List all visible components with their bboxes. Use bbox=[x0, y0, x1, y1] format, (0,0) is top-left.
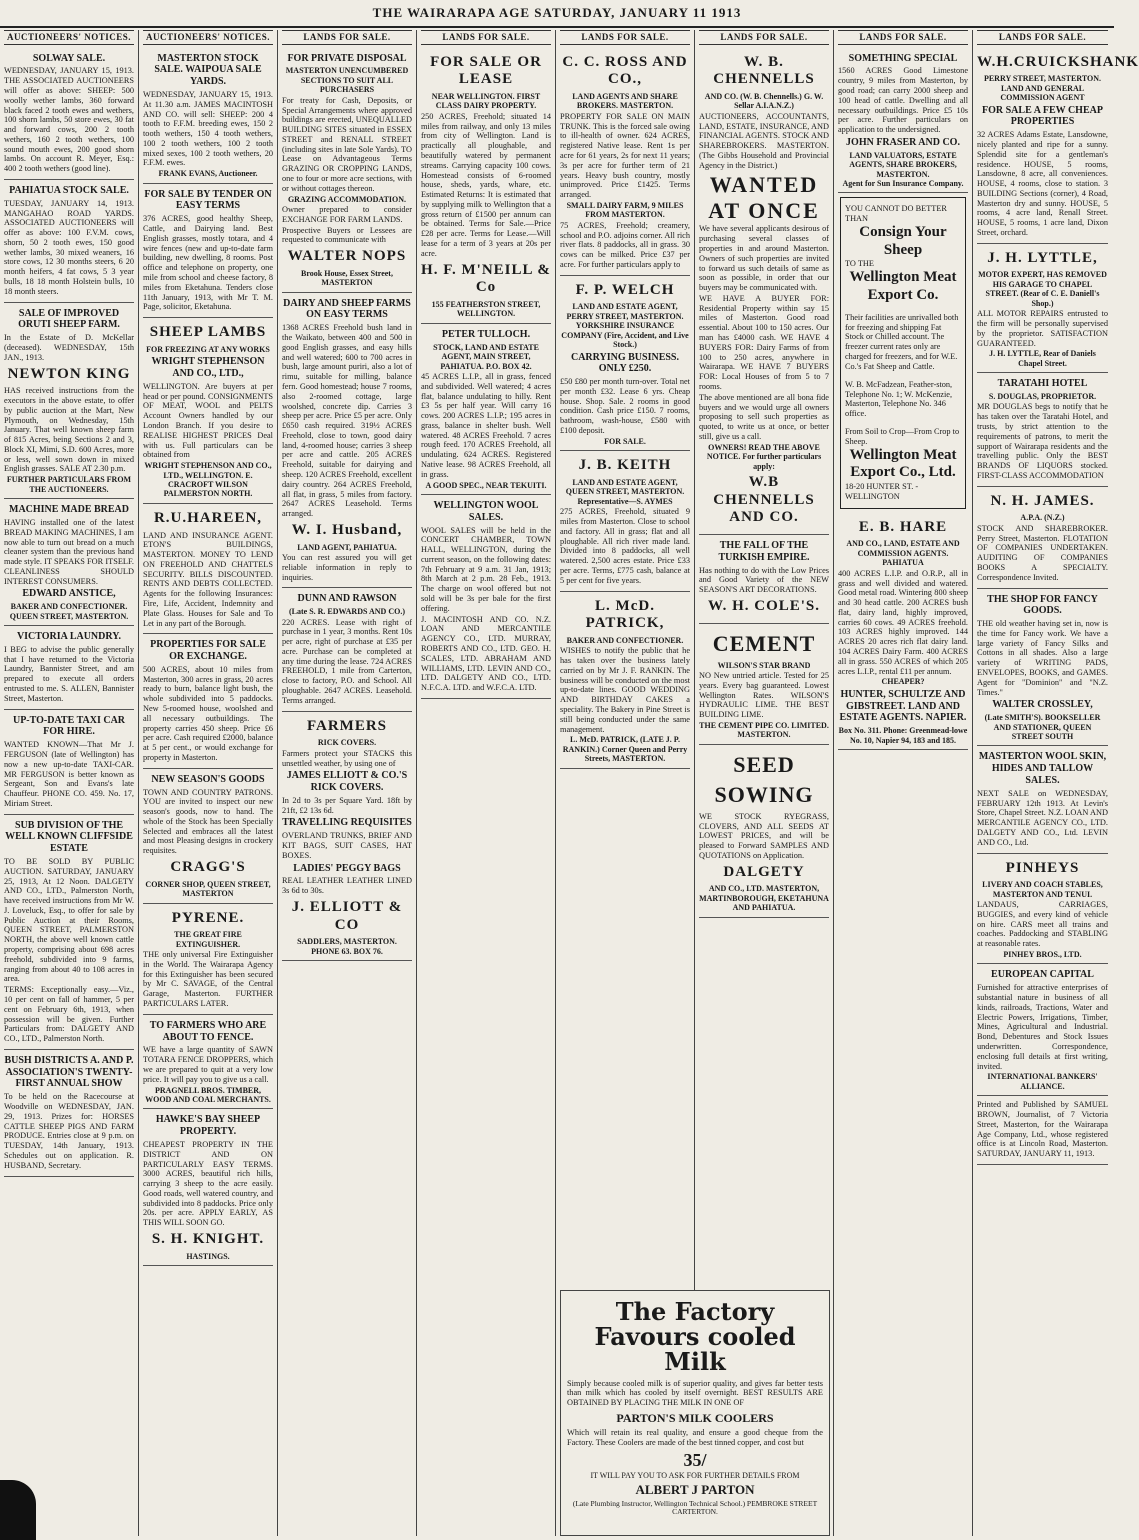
ad-sub: FOR SALE. bbox=[604, 436, 646, 446]
ad-special bbox=[838, 48, 968, 194]
ad-body: The above mentioned are all bona fide buyers and we would urge all owners proposing to sell such properties as quoted, to write us at once, or better still, give us a call. bbox=[699, 392, 829, 441]
ad-sub: LIVERY AND COACH STABLES, MASTERTON AND TENUI. bbox=[982, 880, 1103, 899]
ad-name: F. P. WELCH bbox=[575, 281, 675, 298]
ad-title: DAIRY AND SHEEP FARMS ON EASY TERMS bbox=[283, 297, 411, 321]
ad-tender bbox=[143, 184, 273, 318]
ad-body: You can rest assured you will get reliable information in reply to inquiries. bbox=[282, 553, 412, 582]
ad-sub: NEAR WELLINGTON. FIRST CLASS DAIRY PROPERTY. bbox=[431, 91, 541, 111]
ad-milk-coolers bbox=[560, 1290, 830, 1536]
ad-fancy bbox=[977, 589, 1108, 747]
ad-body: Furnished for attractive enterprises of substantial nature in business of all kinds, railroads, Tractions, Water and Electric Powers, Irrigations, Timber, Mines, Agricultural and Industrial. Bond, Debentures and Stock Issues underwritten. Correspondence, enclosing full details at first writing, invited. bbox=[977, 983, 1108, 1071]
ad-title: VICTORIA LAUNDRY. bbox=[16, 631, 122, 643]
ad-title: PAHIATUA STOCK SALE. bbox=[9, 185, 129, 196]
ad-sub: CORNER SHOP, QUEEN STREET, MASTERTON bbox=[145, 879, 271, 899]
ad-body: Which will retain its real quality, and ensure a good cheque from the Factory. These Coolers are made of the best tinned copper, and cost but bbox=[567, 1428, 823, 1447]
ad-body: 32 ACRES Adams Estate, Lansdowne, nicely planted and ripe for a sunny. Splendid site for a gentleman's residence. HOUSE, 5 rooms, Lansdowne, 8 acre, all conveniences. HOUSE, 4 rooms, close to station. 3 BUILDING Sections (corner), 4 Road, Masterton dry and sunny. HOUSE, 5 rooms, 4 acre land, Renall Street. HOUSE, 5 rooms, 1 acre land, Dixon Street, orchard. bbox=[977, 130, 1108, 238]
ad-lease bbox=[421, 48, 551, 324]
ad-title: FOR SALE BY TENDER ON EASY TERMS bbox=[144, 188, 272, 212]
ad-body: NO New untried article. Tested for 25 years. Every bag guaranteed. Lowest Wellington Rates. WILSON'S HYDRAULIC LIME. THE BEST BUILDING LIME. bbox=[699, 671, 829, 720]
ad-sub: OWNERS! READ THE ABOVE NOTICE. For further particulars apply: bbox=[706, 442, 822, 471]
ad-name: J. ELLIOTT & CO bbox=[291, 898, 403, 933]
ad-body: TO BE SOLD BY PUBLIC AUCTION. SATURDAY, JANUARY 25, 1913, At 12 Noon. DALGETY AND CO., LTD., Palmerston North, have received instructions from Mr W. J. Loveluck, Esq., to offer for sale by Public Auction at their Rooms, QUEEN STREET, PALMERSTON NORTH, the above well known cattle property, comprising about 698 acres freehold, subdivided into 9 farms, ranging from about 40 to 108 acres in area. bbox=[4, 857, 134, 984]
ad-title: FOR PRIVATE DISPOSAL bbox=[287, 52, 407, 64]
ad-name: CRAGG'S bbox=[170, 858, 246, 875]
ad-body: 376 ACRES, good healthy Sheep, Cattle, and Dairying land. Best English grasses, mostly totara, and 4 wire fences (new and up-to-date farm building, new dwelling, 8 rooms. Post office and telephone on property, one mile from school and cheese factory, 8 miles from Eketahuna. Tenders close 11th January, 1913, with Mr T. M. Page, solicitor, Eketahuna. bbox=[143, 214, 273, 312]
ad-exchange bbox=[143, 634, 273, 768]
ad-sub: AND CO. (W. B. Chennells.) G. W. Sellar A.I.A.N.Z.) bbox=[704, 91, 824, 111]
ad-name: C. C. ROSS AND CO., bbox=[562, 53, 688, 88]
at-once-heading: AT ONCE bbox=[708, 197, 820, 223]
ad-show bbox=[4, 1050, 134, 1177]
ad-disposal bbox=[282, 48, 412, 293]
ad-body: 250 ACRES, Freehold; situated 14 miles from railway, and only 13 miles from city of Wellington. Land is practically all ploughable, and beautifully watered by permanent streams. Carrying capacity 100 cows. Homestead consists of 6-roomed house, sheds, yards, whare, etc. Estimated Returns: It is estimated that by supplying milk to Wellington that a gross return of £1500 per annum can be obtained. Terms for Sale.—Price £28 per acre. Terms for Lease.—Will lease for a term of 3 years at 20s per acre. bbox=[421, 111, 551, 258]
ad-title: NEW SEASON'S GOODS bbox=[151, 773, 265, 785]
column-4 bbox=[417, 30, 556, 1536]
ad-patrick bbox=[560, 592, 690, 769]
ad-sub: SADDLERS, MASTERTON. PHONE 63. BOX 76. bbox=[297, 937, 397, 956]
ad-body: WE HAVE A BUYER FOR: Residential Property within say 15 miles of Masterton. Good road essential. About 100 to 150 acres. Our man has £4000 cash. WE HAVE 4 BUYERS FOR: Dairy Farms of from 100 to 250 acres, anywhere in Wairarapa. WE HAVE 7 BUYERS FOR: Local Houses of from 5 to 7 rooms. bbox=[699, 293, 829, 391]
ad-sub: AND CO., LTD. MASTERTON, MARTINBOROUGH, EKETAHUNA AND PAHIATUA. bbox=[699, 884, 829, 913]
ad-name: PINHEYS bbox=[1005, 859, 1080, 876]
ad-sub: AND CO., LAND, ESTATE AND COMMISSION AGENTS. PAHIATUA bbox=[846, 539, 960, 568]
ad-body: In 2d to 3s per Square Yard. 18ft by 21ft, £2 13s 6d. bbox=[282, 795, 412, 815]
ad-sub: MOTOR EXPERT, HAS REMOVED HIS GARAGE TO CHAPEL STREET. (Rear of C. E. Daniell's Shop.) bbox=[978, 270, 1107, 308]
ad-body: For treaty for Cash, Deposits, or Special Arrangements where approved buildings are erected, UNEQUALLED BUILDING SITES situated in ESSEX STREET and RENALL STREET (including sites in late Sole Yards). TO Lease on Advantageous Terms GRAZING OR CROPPING LANDS, one to four or more acre sections, with or without cottages thereon. bbox=[282, 95, 412, 193]
ad-sub: THE CEMENT PIPE CO. LIMITED. MASTERTON. bbox=[699, 720, 829, 740]
ad-name: W.B CHENNELLS AND CO. bbox=[713, 473, 815, 526]
ad-title: THE SHOP FOR FANCY GOODS. bbox=[987, 593, 1098, 617]
ad-sub: A.P.A. (N.Z.) bbox=[1020, 513, 1065, 523]
ad-body: THE old weather having set in, now is the time for Fancy work. We have a large variety of Fancy Silks and Cottons in all shades. Also a large variety of WRITING PADS, ENVELOPES, BOOKS, and GAMES. Agent for "Dominion" and "N.Z. Times." bbox=[977, 619, 1108, 697]
ad-body: W. B. McFadzean, Feather-ston, Telephone No. 1; W. McKenzie, Masterton, Telephone No. 346 office. bbox=[845, 379, 953, 419]
ad-footer: PRAGNELL BROS. TIMBER, WOOD AND COAL MERCHANTS. bbox=[145, 1085, 271, 1104]
ad-ross bbox=[560, 48, 690, 276]
ad-wool bbox=[421, 495, 551, 699]
ad-sub: BAKER AND CONFECTIONER. bbox=[566, 635, 684, 645]
ad-sub: A GOOD SPEC., NEAR TEKUITI. bbox=[425, 480, 547, 490]
ad-body: HAS received instructions from the executors in the above estate, to offer by public auction at the Mart, New Plymouth, on Wednesday, 15th January. That well known sheep farm of 815 Acres, being Sections 2 and 3, Block XI, Mimi, S.D. 600 Acres, more or less, well sown down in mixed English grasses. SALE AT 2.30 p.m. bbox=[4, 386, 134, 474]
ad-name: CEMENT bbox=[712, 630, 816, 656]
ad-name: FARMERS bbox=[306, 717, 388, 734]
ad-sub: STOCK, LAND AND ESTATE AGENT, MAIN STREET, PAHIATUA. P.O. BOX 42. bbox=[433, 342, 539, 371]
wanted-heading: WANTED bbox=[709, 171, 819, 197]
ad-title: JAMES ELLIOTT & CO.'S RICK COVERS. bbox=[286, 770, 408, 794]
ad-body: In the Estate of D. McKellar (deceased). WEDNESDAY, 15th JAN., 1913. bbox=[4, 333, 134, 362]
ad-meat-export bbox=[840, 197, 966, 508]
ad-sub: QUEEN STREET, MASTERTON. bbox=[9, 611, 129, 621]
ad-name: SHEEP LAMBS bbox=[149, 324, 267, 341]
ad-body: 220 ACRES. Lease with right of purchase in 1 year, 3 months. Rent 10s per acre, right of purchase at £35 per acre. Purchase can be completed at any time during the lease. 724 ACRES FREEHOLD, 1 mile from Carterton, close to factory, P.O. and School. All ploughable. 2647 ACRES. Leasehold. Terms arranged. bbox=[282, 617, 412, 705]
ad-tulloch bbox=[421, 324, 551, 495]
ad-title: BUSH DISTRICTS A. AND P. ASSOCIATION'S TWENTY-FIRST ANNUAL SHOW bbox=[4, 1054, 134, 1090]
ad-name: NEWTON KING bbox=[7, 365, 131, 382]
ad-name: SEED bbox=[733, 751, 795, 777]
ad-title: UP-TO-DATE TAXI CAR FOR HIRE. bbox=[12, 714, 126, 738]
ad-body: 1368 ACRES Freehold bush land in the Waikato, between 400 and 500 in good English grasses, and easy hills and well watered; 600 to 700 acres in bush, large amount puriri, also a lot of rimu, suitable for milling, balance fern. Good homestead; house 7 rooms, also 2-roomed cottage, large woolshed, concrete dip. Carries 3 sheep per acre. Price £5 per acre. Only £650 cash required. 319½ ACRES Freehold, close to town, good dairy land, 4-roomed house; carries 3 sheep per acre and cattle. 205 ACRES Freehold, suitable for dairying and sheep. 120 ACRES Freehold, excellent dairy country. 264 ACRES Freehold, all flat, in grass, 5 miles from factory. 2647 ACRES Leasehold. Terms arranged. bbox=[282, 323, 412, 519]
ad-body: £50 £80 per month turn-over. Total net per month £32. Lease 6 yrs. Cheap house. Shop. Sale. 2 rooms in good condition. Cash price £150. 7 rooms, bathroom, wash-house, £580 with £100 deposit. bbox=[560, 377, 690, 436]
ad-sub: MASTERTON UNENCUMBERED SECTIONS TO SUIT ALL PURCHASERS bbox=[285, 66, 409, 95]
ad-name: J. H. LYTTLE, bbox=[987, 249, 1098, 266]
ad-sub: 18-20 HUNTER ST. - WELLINGTON bbox=[845, 482, 919, 501]
ad-sub: LAND VALUATORS, ESTATE AGENTS, SHARE BROKERS, MASTERTON. bbox=[849, 150, 957, 179]
ad-title: HAWKE'S BAY SHEEP PROPERTY. bbox=[155, 1114, 261, 1138]
column-8 bbox=[973, 30, 1139, 1536]
ad-lambs bbox=[143, 318, 273, 504]
ad-body: PROPERTY FOR SALE ON MAIN TRUNK. This is the forced sale owing to ill-health of owner. 624 ACRES, registered Native lease. Rent 1s per acre for 61 years, 2s for next 11 years; 3s per acre for further term of 21 years. Heavy bush country, mostly unimproved. Price £1425. Terms arranged. bbox=[560, 111, 690, 200]
ad-title: LADIES' PEGGY BAGS bbox=[293, 862, 401, 874]
ad-hotel bbox=[977, 373, 1108, 486]
columns bbox=[0, 30, 1139, 1536]
ad-body: Farmers protect your STACKS this unsettled weather, by using one of bbox=[282, 748, 412, 768]
ad-welch bbox=[560, 276, 690, 452]
ad-name: N. H. JAMES. bbox=[990, 492, 1095, 509]
ad-body: Owner prepared to consider EXCHANGE FOR FARM LANDS. bbox=[282, 204, 412, 224]
ad-title: MACHINE MADE BREAD bbox=[9, 504, 129, 516]
ad-seed bbox=[699, 745, 829, 918]
ad-body: TUESDAY, JANUARY 14, 1913. MANGAHAO ROAD YARDS. ASSOCIATED AUCTIONEERS will offer as above: 100 F.V.M. cows, shorn, 50 2 tooth ewes, 150 good wether lambs, 30 mixed weaners, 16 store cows, 12 30 months steers, 6 20 month heifers, 4 fat cows, 5 3 year bulls, 18 18 month Holstein bulls, 10 18 month steers. bbox=[4, 198, 134, 296]
ad-sub: TO THE bbox=[845, 259, 874, 269]
torn-corner bbox=[0, 1480, 36, 1540]
ad-body: MR DOUGLAS begs to notify that he has taken over the Taratahi Hotel, and trusts, by strict attention to the requirements of patrons, to merit the support of Wairarapa residents and the travelling public. Only the BEST BRANDS OF LIQUORS stocked. FIRST-CLASS ACCOMMODATION bbox=[977, 402, 1108, 480]
ad-sub: S. DOUGLAS, PROPRIETOR. bbox=[988, 392, 1097, 402]
ad-body: 500 ACRES, about 10 miles from Masterton, 300 acres in grass, 20 acres ready to burn, balance light bush, the whole subdivided into 5 paddocks. New 5-roomed house, woolshed and all necessary outbuildings. The property carries 450 sheep. Price £6 per acre. Cash required £2000, balance at 5 per cent., or would exchange for property in Masterton. bbox=[143, 664, 273, 762]
ad-name: L. McD. PATRICK, bbox=[585, 597, 665, 632]
ad-sub: LAND AND ESTATE AGENT, QUEEN STREET, MASTERTON. Representative—S. AYMES bbox=[565, 477, 685, 506]
column-3 bbox=[278, 30, 417, 1536]
ad-goods bbox=[143, 769, 273, 904]
ad-name: Wellington Meat Export Co. bbox=[849, 269, 957, 303]
ad-name: PYRENE. bbox=[171, 909, 245, 926]
ad-footer: L. McD. PATRICK, (LATE J. P. RANKIN.) Corner Queen and Perry Streets, MASTERTON. bbox=[562, 735, 688, 764]
ad-sub: CHEAPER? bbox=[881, 677, 925, 687]
ad-body: WEDNESDAY, JANUARY 15, 1913. THE ASSOCIATED AUCTIONEERS will offer as above: SHEEP: 500 woolly wether lambs, 360 forward black faced 2 tooth ewes and wethers, 100 shorn lambs, 50 store ewes, 30 fat and forward cows, 200 2 tooth wethers, 160 2 tooth wethers, 100 sound mouth ewes, 200 good shorn lambs. On account R. Meyer, Esq.: 400 2 tooth wethers (good line). bbox=[4, 66, 134, 174]
ad-body: WE have a large quantity of SAWN TOTARA FENCE DROPPERS, which we are prepared to quit at a very low price. It will pay you to give us a call. bbox=[143, 1045, 273, 1084]
ad-dunn bbox=[282, 588, 412, 711]
ad-laundry bbox=[4, 626, 134, 709]
ad-body: TOWN AND COUNTRY PATRONS. YOU are invited to inspect our new season's goods, now to hand. The whole of the Stock has been Specially Selected and embraces all the latest and most Pleasing designs in crockery requisites. bbox=[143, 787, 273, 856]
ad-sub: HASTINGS. bbox=[186, 1251, 230, 1261]
ad-sub: YOU CANNOT DO BETTER THAN bbox=[845, 204, 947, 224]
ad-sub: INTERNATIONAL BANKERS' ALLIANCE. bbox=[987, 1072, 1098, 1091]
ad-farmers bbox=[282, 712, 412, 962]
ad-body: CHEAPEST PROPERTY IN THE DISTRICT AND ON PARTICULARLY EASY TERMS. 3000 ACRES, beautiful rich hills, carrying 3 sheep to the acre easily. Good roads, well watered country, and subdivided into 8 paddocks. Price only 20s. per acre. APPLY EARLY, AS THIS WILL SOON GO. bbox=[143, 1139, 273, 1228]
ad-body: STOCK AND SHAREBROKER. Perry Street, Masterton. FLOTATION OF COMPANIES UNDERTAKEN. AUDITING OF COMPANIES BOOKS A SPECIALTY. Correspondence Invited. bbox=[977, 523, 1108, 582]
ad-body: THE only universal Fire Extinguisher in the World. The Wairarapa Agency for this Extinguisher has been secured by Mr C. SAVAGE, of the Central Garage, Masterton. FURTHER PARTICULARS LATER. bbox=[143, 950, 273, 1009]
ad-name: W. I. Husband, bbox=[291, 521, 403, 538]
ad-sub: PERRY STREET, MASTERTON. LAND AND GENERAL COMMISSION AGENT bbox=[983, 74, 1102, 103]
ad-oruti bbox=[4, 303, 134, 500]
ad-body: To be held on the Racecourse at Woodville on WEDNESDAY, JAN. 29, 1913. Prizes for: HORSES CATTLE SHEEP PIGS AND FARM PRODUCE. Entries close at 9 p.m. on TUESDAY, 14th January, 1913. Schedules out on application. R. HUSBAND, Secretary. bbox=[4, 1092, 134, 1170]
ad-name: FOR SALE OR LEASE bbox=[430, 53, 542, 88]
ad-title: CARRYING BUSINESS. ONLY £250. bbox=[570, 351, 679, 375]
ad-sub: (Late SMITH'S). BOOKSELLER AND STATIONER, QUEEN STREET SOUTH bbox=[984, 713, 1101, 742]
ad-sub: LAND AND ESTATE AGENT, PERRY STREET, MASTERTON. YORKSHIRE INSURANCE COMPANY (Fire, Accident, and Live Stock.) bbox=[561, 302, 689, 350]
ad-body: ALL MOTOR REPAIRS entrusted to the firm will be personally supervised by the proprietor. SATISFACTION GUARANTEED. bbox=[977, 309, 1108, 348]
ad-title: EUROPEAN CAPITAL bbox=[991, 969, 1094, 981]
ad-title: PROPERTIES FOR SALE OR EXCHANGE. bbox=[150, 639, 266, 663]
ad-bread bbox=[4, 499, 134, 626]
ad-name: DALGETY bbox=[723, 863, 805, 880]
ad-name: WALTER NOPS bbox=[287, 248, 407, 265]
ad-sub: 155 FEATHERSTON STREET, WELLINGTON. bbox=[431, 299, 541, 319]
ad-name: R.U.HAREEN, bbox=[153, 509, 263, 526]
ad-name: S. H. KNIGHT. bbox=[151, 1231, 265, 1248]
ad-body: 275 ACRES, Freehold, situated 9 miles from Masterton. Close to school and factory. All in grass; flat and all ploughable. All rich river made land. Divided into 8 paddocks, all well watered. 2,500 acres estate. Price £33 per acre. Terms, £775 cash, balance at 5 per cent for five years. bbox=[560, 507, 690, 585]
ad-body: 45 ACRES L.I.P., all in grass, fenced and subdivided. Well watered; 4 acres flat, balance undulating to hilly. Rent £3 5s per half year. Will carry 16 cows. 200 ACRES L.I.P.; 195 acres in grass, balance in shelter bush. Well watered. 48 ACRES Freehold. 7 acres rough feed. 170 ACRES Freehold, all undulating. 624 ACRES. Registered Native lease. 98 ACRES Freehold, all in grass. bbox=[421, 371, 551, 479]
ad-body: TERMS: Exceptionally easy.—Viz., 10 per cent on fall of hammer, 5 per cent on February 6th, 1913, when possession will be given. Further Particulars from: DALGETY AND CO., LTD., Palmerston North. bbox=[4, 985, 134, 1044]
ad-sub: FRANK EVANS, Auctioneer. bbox=[158, 169, 258, 179]
ad-title: TRAVELLING REQUISITES bbox=[282, 817, 412, 829]
ad-body: HAVING installed one of the latest BREAD MAKING MACHINES, I am now able to turn out bread on a much cleaner system than the previous hand made style. IT SPEAKS FOR ITSELF. CLEANLINESS SHOULD INTEREST CONSUMERS. bbox=[4, 517, 134, 586]
ad-footer: FURTHER PARTICULARS FROM THE AUCTIONEERS. bbox=[6, 475, 132, 494]
ad-name: W. B. CHENNELLS bbox=[713, 53, 815, 88]
ad-title: WRIGHT STEPHENSON AND CO., LTD., bbox=[151, 356, 265, 380]
ad-title: MASTERTON STOCK SALE. WAIPOUA SALE YARDS. bbox=[154, 52, 262, 88]
ad-body: LAND AND INSURANCE AGENT. ETON'S BUILDINGS, MASTERTON. MONEY TO LEND ON FREEHOLD AND CHATTELS SECURITY. BILLS DISCOUNTED. RENTS AND DEBTS COLLECTED. Agents for the following Insurances: Fire, Life, Accident, Indemnity and Plate Glass. Houses for Sale and To Let in any part of the Borough. bbox=[143, 530, 273, 628]
ad-title: TO FARMERS WHO ARE ABOUT TO FENCE. bbox=[149, 1019, 267, 1043]
ad-taxi bbox=[4, 710, 134, 815]
ad-pinheys bbox=[977, 854, 1108, 965]
ad-name: The Factory Favours cooled Milk bbox=[594, 1297, 796, 1377]
ad-name: H. F. M'NEILL & Co bbox=[421, 261, 551, 296]
ad-body: 1560 ACRES Good Limestone country, 9 miles from Masterton, by good road; can carry 2000 sheep and 100 head of cattle. Dwelling and all necessary outbuildings. Price £5 10s per acre. Further particulars on application to the undersigned. bbox=[838, 66, 968, 135]
ad-body: WE STOCK RYEGRASS, CLOVERS, AND ALL SEEDS AT LOWEST PRICES, and will be pleased to Forward SAMPLES AND QUOTATIONS on Application. bbox=[699, 811, 829, 860]
ad-sub: RICK COVERS. bbox=[317, 738, 377, 748]
ad-body: WISHES to notify the public that he has taken over the business lately carried on by Mr J. F. RANKIN. The business will be conducted on the most up-to-date lines. GOOD WEDDING AND BIRTHDAY CAKES a speciality. The Bakery in Pine Street is still being conducted under the same management. bbox=[560, 646, 690, 734]
ad-title: WELLINGTON WOOL SALES. bbox=[433, 499, 539, 523]
ad-body: REAL LEATHER LEATHER LINED 3s 6d to 30s. bbox=[282, 876, 412, 896]
ad-sub: BAKER AND CONFECTIONER. bbox=[10, 602, 128, 612]
ad-sub: SMALL DAIRY FARM, 9 MILES FROM MASTERTON. bbox=[566, 200, 684, 220]
ad-sub: GRAZING ACCOMMODATION. bbox=[287, 194, 407, 204]
ad-title: SUB DIVISION OF THE WELL KNOWN CLIFFSIDE ESTATE bbox=[5, 819, 133, 855]
ad-sub: IT WILL PAY YOU TO ASK FOR FURTHER DETAILS FROM bbox=[590, 1470, 800, 1480]
ad-james bbox=[977, 487, 1108, 589]
ad-sub: LAND AGENTS AND SHARE BROKERS. MASTERTON. bbox=[572, 91, 678, 111]
ad-turkish bbox=[699, 535, 829, 624]
ad-pahiatua bbox=[4, 180, 134, 303]
ad-body: WEDNESDAY, JANUARY 15, 1913. At 11.30 a.m. JAMES MACINTOSH AND CO. will sell: SHEEP: 200 4 tooth to F.F.M. breeding ewes, 150 2 tooth wethers, 150 4 tooth wethers, 100 2 tooth wethers, 100 2 tooth mixed sexes, 100 2 tooth wethers, 20 F.F.M. ewes. bbox=[143, 90, 273, 168]
ad-name: Wellington Meat Export Co., Ltd. bbox=[849, 446, 957, 481]
ad-title: SOLWAY SALE. bbox=[32, 52, 106, 64]
ad-skins bbox=[977, 746, 1108, 853]
ad-body: I BEG to advise the public generally that I have returned to the Victoria Laundry, Bannister Street, and am prepared to execute all orders entrusted to me. S. ALLEN, Bannister Street, Masterton. bbox=[4, 644, 134, 703]
ad-waipoua bbox=[143, 48, 273, 184]
ad-body: LANDAUS, CARRIAGES, BUGGIES, and every kind of vehicle on hire. CARS meet all trains and coaches. Paddocking and STABLING at reasonable rates. bbox=[977, 900, 1108, 949]
ad-body: J. MACINTOSH AND CO. N.Z. LOAN AND MERCANTILE AGENCY CO., LTD. MURRAY, ROBERTS AND CO., LTD. GEO. H. SCALES, LTD. ABRAHAM AND WILLIAMS, LTD. LEVIN AND CO., LTD. DALGETY AND CO., LTD. N.F.C.A. LTD. and W.F.C.A. LTD. bbox=[421, 614, 551, 693]
ad-body: AUCTIONEERS, ACCOUNTANTS, LAND, ESTATE, INSURANCE, AND FINANCIAL AGENTS. STOCK AND SHAREBROKERS. MASTERTON. (The Gibbs Household and Provincial Agency in the District.) bbox=[699, 111, 829, 170]
column-header: LANDS FOR SALE. bbox=[560, 30, 690, 45]
ad-body: WELLINGTON. Are buyers at per head or per pound. CONSIGNMENTS OF MEAT, WOOL and PELTS Account Owners handled by our London Branch. If you desire to REALISE HIGHEST PRICES Deal with us. Full particulars can be obtained from bbox=[143, 381, 273, 460]
ad-haren bbox=[143, 504, 273, 635]
ad-body: Has nothing to do with the Low Prices and Good Variety of the NEW SEASON'S ART DECORATIONS. bbox=[699, 565, 829, 595]
ad-sub: From Soil to Crop—From Crop to Sheep. bbox=[845, 427, 960, 446]
ad-footer: J. H. LYTTLE, Rear of Daniels Chapel Street. bbox=[989, 349, 1096, 368]
ad-title: FOR SALE A FEW CHEAP PROPERTIES bbox=[982, 104, 1103, 128]
ad-cruickshank bbox=[977, 48, 1139, 244]
ad-title: TARATAHI HOTEL bbox=[997, 378, 1088, 390]
ad-body: OVERLAND TRUNKS, BRIEF AND KIT BAGS, SUIT CASES, HAT BOXES. bbox=[282, 831, 412, 860]
ad-name: EDWARD ANSTICE, bbox=[22, 588, 116, 600]
ad-name: SOWING bbox=[714, 781, 814, 807]
ad-name: E. B. HARE bbox=[858, 518, 948, 535]
ad-title: HUNTER, SCHULTZE AND GIBSTREET. LAND AND ESTATE AGENTS. NAPIER. bbox=[839, 688, 967, 724]
ad-title: SOMETHING SPECIAL bbox=[848, 52, 958, 64]
ad-name: PARTON'S MILK COOLERS bbox=[616, 1410, 774, 1425]
ad-body: 75 ACRES, Freehold; creamery, school and P.O. adjoins corner. All rich river flats. 8 paddocks, all in grass. 30 cows can be milked. Price £37 per acre. For further particulars apply to bbox=[560, 220, 690, 269]
ad-name: ALBERT J PARTON bbox=[635, 1482, 755, 1498]
ad-body: We have several applicants desirous of purchasing several classes of properties in and around Masterton. Owners of such properties are invited to forward us such details of same as soon as possible, in order that our buyers may be communicated with. bbox=[699, 224, 829, 293]
ad-lyttle bbox=[977, 244, 1108, 373]
imprint-text: Printed and Published by SAMUEL BROWN, Journalist, of 7 Victoria Street, Masterton, for the Wairarapa Age Company, Ltd., whose registered office is at Lincoln Road, Masterton. SATURDAY, JANUARY 11, 1913. bbox=[977, 1100, 1108, 1159]
ad-footer: WRIGHT STEPHENSON AND CO., LTD., WELLINGTON. E. CRACROFT WILSON PALMERSTON NORTH. bbox=[144, 461, 272, 499]
ad-body: Simply because cooled milk is of superior quality, and gives far better tests than milk which has cooled by itself overnight. BEST RESULTS ARE OBTAINED BY PLACING THE MILK IN ONE OF bbox=[567, 1378, 823, 1408]
column-header: LANDS FOR SALE. bbox=[838, 30, 968, 45]
column-header: LANDS FOR SALE. bbox=[421, 30, 551, 45]
ad-fence bbox=[143, 1015, 273, 1110]
ad-body: WOOL SALES will be held in the CONCERT CHAMBER, TOWN HALL, WELLINGTON, during the current season, on the following dates: 7th February at 9 a.m. 31 Jan, 1913; 8th March at 2 p.m. 28 Feb., 1913. The charge on wool offered but not sold will be 3s per bale for the first offering. bbox=[421, 525, 551, 613]
ad-sub: Box No. 311. Phone: Greenmead-lowe No. 10, Napier 94, 183 and 185. bbox=[838, 726, 968, 745]
ad-title: SALE OF IMPROVED ORUTI SHEEP FARM. bbox=[18, 307, 120, 331]
ad-dairy bbox=[282, 293, 412, 589]
ad-sub: LAND AGENT, PAHIATUA. bbox=[297, 542, 397, 552]
ad-body: 400 ACRES L.I.P. and O.R.P., all in grass and well divided and watered. Good metal road. Wintering 800 sheep and 30 head cattle. 200 ACRES bush flat, dairy land, highly improved, carries 60 cows. 49 ACRES freehold. 103 ACRES highly improved. 144 ACRES 20 acres rich flat dairy land. 104 ACRES Dairy Farm. 400 ACRES all in grass. 550 ACRES of which 205 acres L.I.P., rental £11 per annum. bbox=[838, 568, 968, 676]
ad-name: Consign Your Sheep bbox=[859, 223, 947, 258]
ad-body: NEXT SALE on WEDNESDAY, FEBRUARY 12th 1913. At Levin's Store, Chapel Street. N.Z. LOAN AND MERCANTILE AGENCY CO., LTD. DALGETY AND CO., Ltd. LEVIN AND CO., Ltd. bbox=[977, 788, 1108, 847]
ad-cement bbox=[699, 624, 829, 745]
column-header: AUCTIONEERS' NOTICES. bbox=[143, 30, 273, 45]
ad-body: Prospective Buyers or Lessees are requested to communicate with bbox=[282, 225, 412, 245]
column-header: LANDS FOR SALE. bbox=[699, 30, 829, 45]
ad-footer: PINHEY BROS., LTD. bbox=[1003, 950, 1082, 960]
column-1 bbox=[0, 30, 139, 1536]
ad-solway bbox=[4, 48, 134, 180]
ad-sub: (Late Plumbing Instructor, Wellington Technical School.) PEMBROKE STREET CARTERTON. bbox=[572, 1498, 818, 1517]
ad-chennells bbox=[699, 48, 829, 535]
ad-title: MASTERTON WOOL SKIN, HIDES AND TALLOW SALES. bbox=[978, 751, 1107, 787]
ad-title: THE FALL OF THE TURKISH EMPIRE. bbox=[718, 540, 810, 563]
ad-hare bbox=[838, 513, 968, 750]
column-7 bbox=[834, 30, 973, 1536]
ad-european bbox=[977, 964, 1108, 1096]
column-header: AUCTIONEERS' NOTICES. bbox=[4, 30, 134, 45]
ad-sub: THE GREAT FIRE EXTINGUISHER. bbox=[174, 930, 242, 949]
ad-title: PETER TULLOCH. bbox=[441, 328, 531, 340]
ad-name: W.H.CRUICKSHANK bbox=[977, 53, 1139, 70]
column-header: LANDS FOR SALE. bbox=[977, 30, 1108, 45]
ad-name: W. H. COLE'S. bbox=[707, 597, 821, 614]
masthead: THE WAIRARAPA AGE SATURDAY, JANUARY 11 1913 bbox=[0, 0, 1114, 28]
ad-sub: Brook House, Essex Street, MASTERTON bbox=[301, 268, 393, 288]
ad-body: Their facilities are unrivalled both for freezing and shipping Fat Stock or Chilled account. The freezer current rates only are charged for freezers, and for W.E. Co.'s Fat Sheep and Cattle. bbox=[845, 312, 959, 371]
ad-title: JOHN FRASER AND CO. bbox=[846, 136, 960, 148]
ad-hawkes bbox=[143, 1109, 273, 1266]
column-2 bbox=[139, 30, 278, 1536]
ad-keith bbox=[560, 451, 690, 591]
ad-name: J. B. KEITH bbox=[578, 457, 672, 474]
ad-body: WANTED KNOWN—That Mr J. FERGUSON (late of Wellington) has now a new up-to-date TAXI-CAR. MR FERGUSON is better known as Sergeant, Son and Evans's late Chauffeur. PHONE CO. 459. No. 17, Miriam Street. bbox=[4, 740, 134, 808]
imprint bbox=[977, 1096, 1108, 1165]
column-header: LANDS FOR SALE. bbox=[282, 30, 412, 45]
ad-pyrene bbox=[143, 904, 273, 1015]
ad-cliffside bbox=[4, 815, 134, 1050]
ad-sub: Agent for Sun Insurance Company. bbox=[842, 178, 964, 188]
ad-sub: FOR FREEZING AT ANY WORKS bbox=[146, 344, 270, 354]
ad-sub: WILSON'S STAR BRAND bbox=[717, 660, 811, 670]
ad-title: WALTER CROSSLEY, bbox=[992, 699, 1093, 711]
ad-sub: (Late S. R. EDWARDS AND CO.) bbox=[288, 607, 405, 617]
ad-title: DUNN AND RAWSON bbox=[297, 593, 397, 605]
price: 35/ bbox=[683, 1449, 707, 1470]
